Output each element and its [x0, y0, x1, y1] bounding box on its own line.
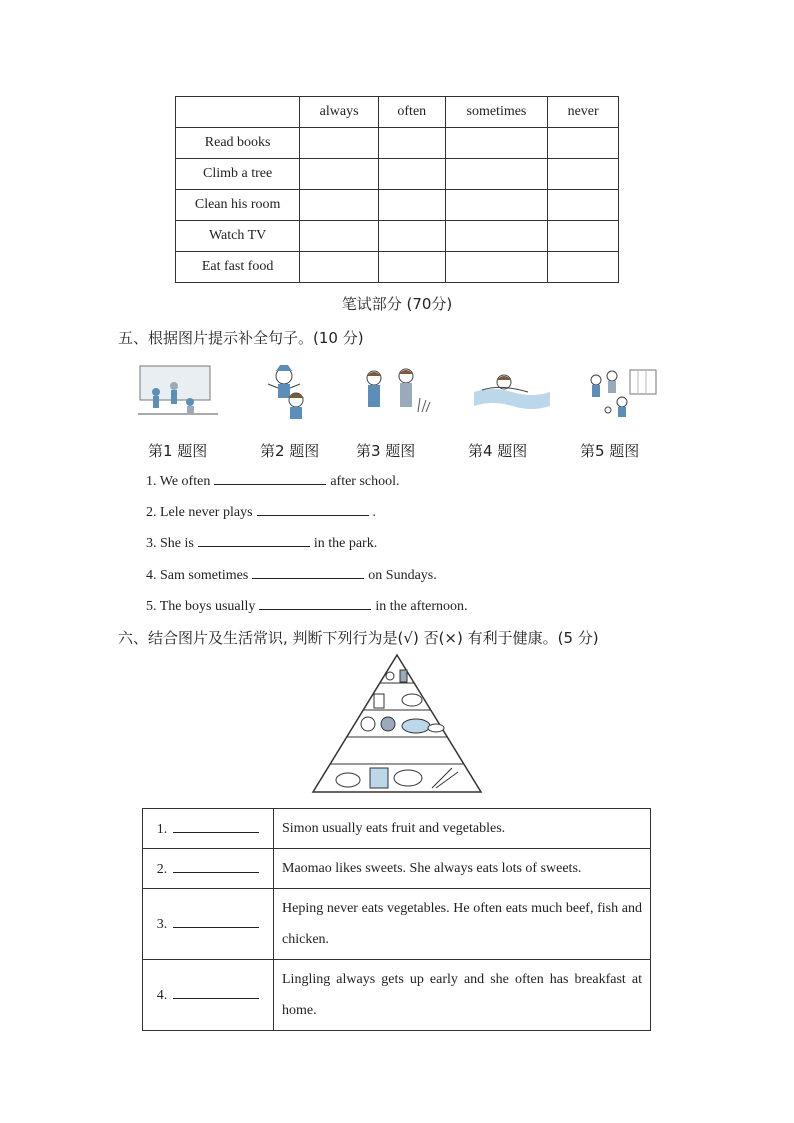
- answer-blank[interactable]: [257, 503, 369, 516]
- check-cell[interactable]: [300, 128, 379, 159]
- table-row: [176, 190, 619, 221]
- sentence-start: 1. We often: [146, 474, 211, 489]
- statement-cell: Heping never eats vegetables. He often eats much beef, fish and chicken.: [274, 889, 651, 960]
- answer-blank[interactable]: [173, 820, 259, 833]
- section-5-heading: 五、根据图片提示补全句子。(10 分): [118, 329, 364, 347]
- table-row: [143, 889, 651, 960]
- sentence-start: 3. She is: [146, 536, 194, 551]
- statement-cell: Maomao likes sweets. She always eats lots of sweets.: [274, 849, 651, 889]
- answer-blank[interactable]: [198, 534, 310, 547]
- statement-cell: Lingling always gets up early and she often has breakfast at home.: [274, 960, 651, 1031]
- picture-caption: 第4 题图: [468, 442, 528, 460]
- header-cell: often: [378, 97, 445, 128]
- check-cell[interactable]: [378, 128, 445, 159]
- boy-and-girl-picture-icon: [252, 362, 332, 424]
- judgement-table: [142, 808, 651, 1031]
- sentence-end: after school.: [330, 474, 400, 489]
- answer-blank[interactable]: [173, 915, 259, 928]
- answer-blank[interactable]: [173, 860, 259, 873]
- classroom-picture-icon: [138, 362, 218, 424]
- section-6-heading: 六、结合图片及生活常识, 判断下列行为是(√) 否(×) 有利于健康。(5 分): [118, 629, 599, 647]
- sentence-start: 5. The boys usually: [146, 599, 256, 614]
- answer-cell: [143, 809, 274, 849]
- answer-cell: [143, 889, 274, 960]
- item-number: 1.: [156, 821, 168, 837]
- check-cell[interactable]: [378, 252, 445, 283]
- header-cell: sometimes: [445, 97, 548, 128]
- check-cell[interactable]: [445, 128, 548, 159]
- row-label: Watch TV: [176, 221, 300, 252]
- statement-cell: Simon usually eats fruit and vegetables.: [274, 809, 651, 849]
- table-row: [176, 252, 619, 283]
- sentence-item: [146, 534, 377, 552]
- answer-blank[interactable]: [173, 986, 259, 999]
- sentence-item: [146, 566, 437, 584]
- check-cell[interactable]: [300, 190, 379, 221]
- check-cell[interactable]: [300, 221, 379, 252]
- sentence-start: 2. Lele never plays: [146, 505, 253, 520]
- table-row: [176, 159, 619, 190]
- written-part-title: 笔试部分 (70分): [341, 295, 453, 313]
- check-cell[interactable]: [378, 159, 445, 190]
- check-cell[interactable]: [378, 221, 445, 252]
- sentence-end: in the afternoon.: [375, 599, 468, 614]
- answer-blank[interactable]: [259, 597, 371, 610]
- food-pyramid-icon: [308, 652, 486, 797]
- table-row: [143, 809, 651, 849]
- swimming-picture-icon: [472, 362, 552, 424]
- check-cell[interactable]: [548, 252, 619, 283]
- check-cell[interactable]: [548, 190, 619, 221]
- table-row: [176, 128, 619, 159]
- answer-blank[interactable]: [252, 566, 364, 579]
- item-number: 2.: [156, 861, 168, 877]
- header-cell: [176, 97, 300, 128]
- item-number: 4.: [156, 988, 168, 1003]
- check-cell[interactable]: [445, 190, 548, 221]
- row-label: Eat fast food: [176, 252, 300, 283]
- table-row: [143, 960, 651, 1031]
- park-picture-icon: [356, 362, 436, 424]
- check-cell[interactable]: [445, 252, 548, 283]
- picture-caption: 第5 题图: [580, 442, 640, 460]
- header-cell: always: [300, 97, 379, 128]
- sentence-item: [146, 597, 468, 615]
- sentence-end: .: [372, 505, 377, 520]
- row-label: Read books: [176, 128, 300, 159]
- table-row: [143, 849, 651, 889]
- item-number: 3.: [156, 917, 168, 932]
- check-cell[interactable]: [445, 159, 548, 190]
- frequency-table: [175, 96, 619, 283]
- check-cell[interactable]: [300, 252, 379, 283]
- sentence-item: [146, 503, 376, 521]
- header-cell: never: [548, 97, 619, 128]
- check-cell[interactable]: [548, 159, 619, 190]
- check-cell[interactable]: [300, 159, 379, 190]
- sentence-end: in the park.: [313, 536, 378, 551]
- row-label: Clean his room: [176, 190, 300, 221]
- check-cell[interactable]: [378, 190, 445, 221]
- table-row: [176, 221, 619, 252]
- playing-football-picture-icon: [582, 362, 662, 424]
- sentence-item: [146, 472, 400, 490]
- check-cell[interactable]: [548, 128, 619, 159]
- check-cell[interactable]: [548, 221, 619, 252]
- answer-cell: [143, 849, 274, 889]
- answer-blank[interactable]: [214, 472, 326, 485]
- sentence-start: 4. Sam sometimes: [146, 568, 249, 583]
- picture-caption: 第2 题图: [260, 442, 320, 460]
- picture-caption: 第3 题图: [356, 442, 416, 460]
- frequency-table-header: [176, 97, 619, 128]
- check-cell[interactable]: [445, 221, 548, 252]
- picture-caption: 第1 题图: [148, 442, 208, 460]
- row-label: Climb a tree: [176, 159, 300, 190]
- sentence-end: on Sundays.: [368, 568, 437, 583]
- answer-cell: [143, 960, 274, 1031]
- section-5-pictures: [0, 362, 794, 424]
